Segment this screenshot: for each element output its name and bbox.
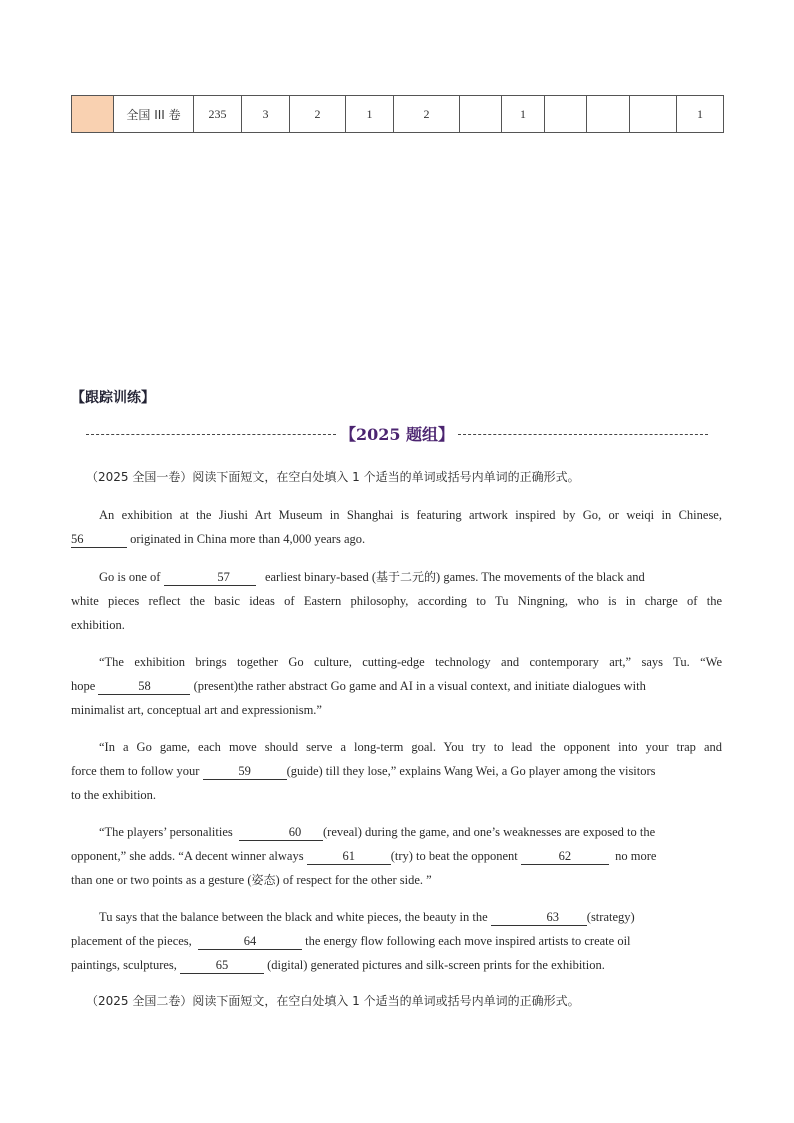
blank-62: 62 — [521, 848, 609, 865]
paragraph-3 — [71, 650, 722, 722]
intro-text-2: （2025 全国二卷）阅读下面短文，在空白处填入 1 个适当的单词或括号内单词的正确形式。 — [86, 994, 580, 1008]
text-line: minimalist art, conceptual art and expressionism.” — [71, 703, 322, 717]
blank-61: 61 — [307, 848, 391, 865]
table-cell: 235 — [194, 96, 242, 133]
text-span: ) games. The movements of the black and — [436, 570, 645, 584]
text-line: “In a Go game, each move should serve a long-term goal. You try to lead the opponent into your trap and — [99, 740, 722, 754]
text-span: paintings, sculptures, — [71, 958, 177, 972]
text-line — [71, 844, 722, 868]
text-span: the energy flow following each move inspired artists to create oil — [305, 934, 631, 948]
blank-64: 64 — [198, 933, 302, 950]
table-cell: 1 — [677, 96, 724, 133]
text-span: force them to follow your — [71, 764, 200, 778]
text-span: (reveal) during the game, and one’s weaknesses are exposed to the — [323, 825, 656, 839]
group-divider — [86, 422, 708, 444]
dashed-line-left — [86, 434, 336, 435]
section-label: 【跟踪训练】 — [71, 390, 155, 406]
table-cell: 全国 III 卷 — [114, 96, 194, 133]
text-line — [71, 674, 722, 698]
stats-table — [71, 95, 724, 133]
text-line: white pieces reflect the basic ideas of Eastern philosophy, according to Tu Ningning, who is in charge of the — [71, 594, 722, 608]
text-line — [71, 868, 722, 892]
dashed-line-right — [458, 434, 708, 435]
blank-57: 57 — [164, 569, 256, 586]
text-span: (strategy) — [586, 910, 635, 924]
blank-60: 60 — [239, 824, 323, 841]
text-line — [71, 820, 722, 844]
text-span: Go is one of — [99, 570, 161, 584]
table-cell — [545, 96, 587, 133]
paragraph-4 — [71, 735, 722, 807]
blank-65: 65 — [180, 957, 264, 974]
table-cell — [587, 96, 630, 133]
text-span: earliest binary-based ( — [264, 570, 377, 584]
table-cell: 2 — [290, 96, 346, 133]
table-cell: 1 — [346, 96, 394, 133]
paragraph-1 — [71, 503, 722, 551]
intro-text: （2025 全国一卷）阅读下面短文，在空白处填入 1 个适当的单词或括号内单词的正确形式。 — [86, 470, 580, 484]
text-line: “The exhibition brings together Go culture, cutting-edge technology and contemporary art,” says Tu. “We — [99, 655, 722, 669]
text-span: opponent,” she adds. “A decent winner always — [71, 849, 304, 863]
text-span: (present)the rather abstract Go game and AI in a visual context, and initiate dialogues with — [193, 679, 646, 693]
text-line — [71, 759, 722, 783]
table-cell: 3 — [242, 96, 290, 133]
table-cell — [630, 96, 677, 133]
table-cell — [72, 96, 114, 133]
text-span: no more — [615, 849, 657, 863]
text-span: hope — [71, 679, 96, 693]
text-line — [71, 929, 722, 953]
text-span: 基于二元的 — [376, 570, 437, 584]
text-line — [71, 527, 722, 551]
text-line: exhibition. — [71, 618, 125, 632]
table-cell: 1 — [502, 96, 545, 133]
text-line — [71, 905, 722, 929]
blank-59: 59 — [203, 763, 287, 780]
paragraph-6 — [71, 905, 722, 977]
paragraph-2 — [71, 565, 722, 637]
blank-63: 63 — [491, 909, 587, 926]
text-span: (guide) till they lose,” explains Wang Wei, a Go player among the visitors — [286, 764, 656, 778]
text-span: Tu says that the balance between the black and white pieces, the beauty in the — [99, 910, 488, 924]
text-span: (digital) generated pictures and silk-screen prints for the exhibition. — [267, 958, 605, 972]
paragraph-5 — [71, 820, 722, 892]
text-span: “The players’ personalities — [99, 825, 233, 839]
group-title: 【2025 题组】 — [339, 424, 455, 444]
text-line: to the exhibition. — [71, 788, 157, 802]
text-span: (try) to beat the opponent — [390, 849, 518, 863]
text-span: placement of the pieces, — [71, 934, 192, 948]
text-span: than one or two points as a gesture ( — [71, 873, 252, 887]
text-span: 姿态 — [251, 873, 276, 887]
blank-56: 56 — [71, 531, 127, 548]
text-line — [71, 565, 722, 589]
text-line: An exhibition at the Jiushi Art Museum in Shanghai is featuring artwork inspired by Go, or weiqi in Chinese, — [99, 508, 722, 522]
text-span: originated in China more than 4,000 years ago. — [130, 532, 366, 546]
blank-58: 58 — [98, 678, 190, 695]
text-span: ) of respect for the other side. ” — [275, 873, 432, 887]
table-row — [72, 96, 724, 133]
table-cell: 2 — [394, 96, 460, 133]
table-cell — [460, 96, 502, 133]
text-line — [71, 953, 722, 977]
